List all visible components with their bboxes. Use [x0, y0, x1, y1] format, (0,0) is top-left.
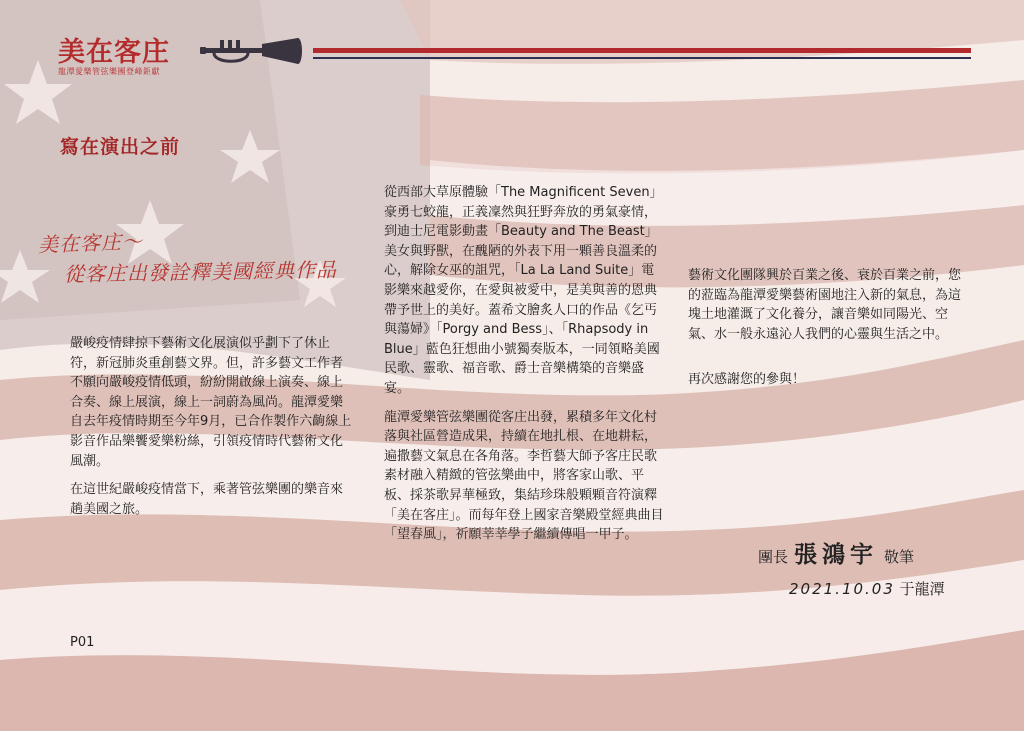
- paragraph: 在這世紀嚴峻疫情當下，乘著管弦樂團的樂音來趟美國之旅。: [70, 482, 344, 517]
- signature-name: 張鴻宇: [794, 541, 879, 568]
- section-heading: 寫在演出之前: [60, 136, 181, 158]
- header-rule-red: [313, 48, 971, 53]
- column-1: [70, 334, 352, 528]
- thanks-line: 再次感謝您的參與！: [688, 372, 806, 388]
- paragraph: 從西部大草原體驗「The Magnificent Seven」豪勇七蛟龍，正義凜然與狂野奔放的勇氣豪情，到迪士尼電影動畫「Beauty and The Beast」美女與野獸，在醜陋的外表下用一顆善良溫柔的心，解除女巫的詛咒，「La La Land Suite」電影樂來越愛你，在愛與被愛中，是美與善的恩典帶予世上的美好。蓋希文膾炙人口的作品《乞丐與蕩婦》「Porgy and Bess」、「Rhapsody in Blue」藍色狂想曲小號獨奏版本，一同領略美國民歌、靈歌、福音歌、爵士音樂構築的音樂盛宴。: [384, 185, 663, 396]
- signature-date: 2021.10.03: [789, 580, 895, 598]
- signature-role: 團長: [758, 548, 789, 566]
- paragraph: 嚴峻疫情肆掠下藝術文化展演似乎劃下了休止符，新冠肺炎重創藝文界。但，許多藝文工作者不願向嚴峻疫情低頭，紛紛開啟線上演奏、線上合奏、線上展演，線上一詞蔚為風尚。龍潭愛樂自去年疫情時期至今年9月，已合作製作六齣線上影音作品樂饗愛樂粉絲，引領疫情時代藝術文化風潮。: [70, 336, 352, 469]
- column-3: [688, 266, 970, 399]
- header-rule-navy: [313, 57, 971, 59]
- trumpet-icon: [200, 38, 304, 66]
- logo-title: 美在客庄: [58, 37, 170, 68]
- signature: [758, 536, 914, 569]
- signature-suffix: 敬筆: [884, 548, 915, 566]
- script-title-line1: 美在客庄～: [37, 229, 144, 257]
- column-2: [384, 183, 666, 554]
- page-number: P01: [70, 635, 95, 650]
- signature-date-line: [789, 578, 945, 599]
- paragraph: 藝術文化團隊興於百業之後、衰於百業之前，您的蒞臨為龍潭愛樂藝術園地注入新的氣息，為這塊土地灌溉了文化養分，讓音樂如同陽光、空氣、水一般永遠沁人我們的心靈與生活之中。: [688, 268, 962, 342]
- script-title-line2: 從客庄出發詮釋美國經典作品: [63, 257, 338, 287]
- logo-subtitle: 龍潭愛樂管弦樂團登峰鉅獻: [58, 67, 160, 76]
- paragraph: 龍潭愛樂管弦樂團從客庄出發，累積多年文化村落與社區營造成果，持續在地扎根、在地耕耘，遍撒藝文氣息在各角落。李哲藝大師予客庄民歌素材融入精緻的管弦樂曲中，將客家山歌、平板、採茶歌昇華極致，集結珍珠般顆顆音符演釋「美在客庄」。而每年登上國家音樂殿堂經典曲目「望春風」，祈願莘莘學子繼續傳唱一甲子。: [384, 409, 664, 543]
- signature-place: 于龍潭: [899, 580, 945, 598]
